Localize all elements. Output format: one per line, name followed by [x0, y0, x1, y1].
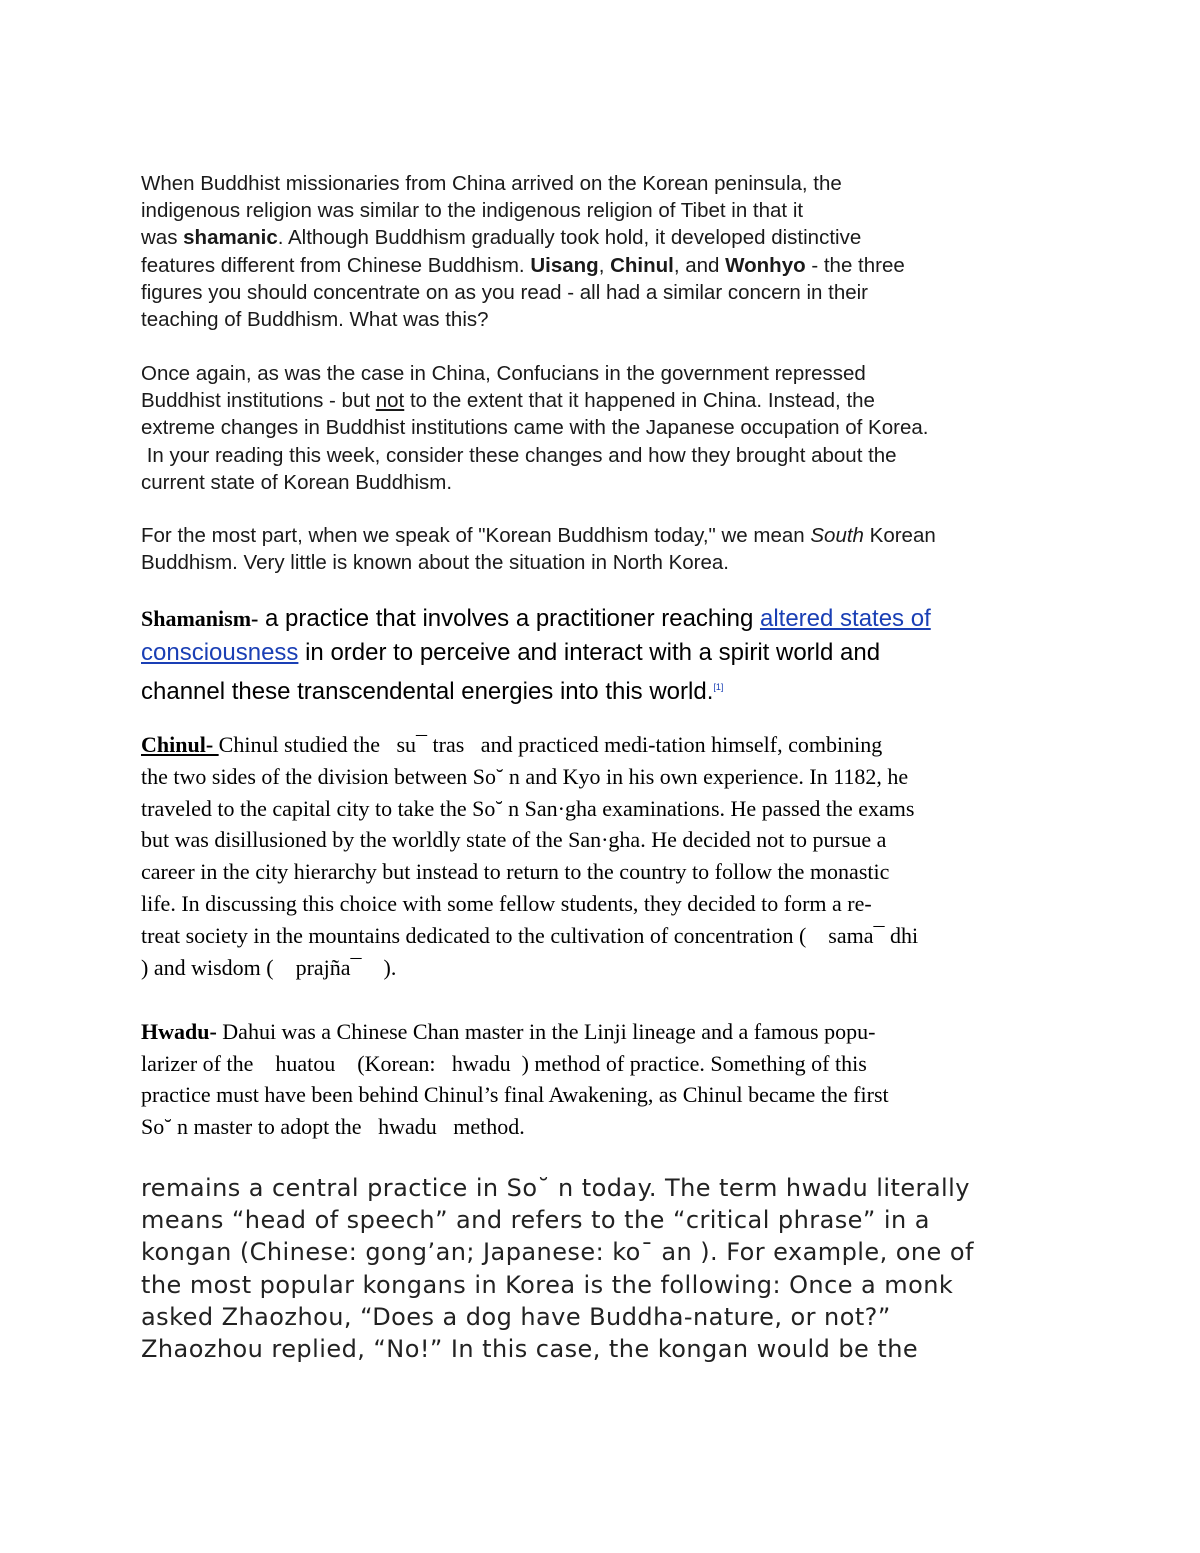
text-line: Buddhism. Very little is known about the situation in North Korea. [141, 551, 729, 575]
text-line: Once again, as was the case in China, Confucians in the government repressed [141, 362, 866, 385]
text-fragment: Buddhist institutions - but [141, 389, 376, 413]
text-fragment: Chinul studied the su¯ tras and practiced medi-tation himself, combining [218, 732, 883, 757]
definition-term: Chinul- [141, 732, 219, 757]
text-fragment: in order to perceive and interact with a spirit world and [298, 639, 881, 666]
text-line: the most popular kongans in Korea is the following: Once a monk [141, 1270, 954, 1299]
text-fragment: , [598, 253, 611, 277]
intro-paragraph [141, 170, 1066, 333]
text-line: Zhaozhou replied, “No!” In this case, the kongan would be the [141, 1335, 919, 1364]
consciousness-link[interactable]: consciousness [141, 639, 299, 666]
text-line: treat society in the mountains dedicated to the cultivation of concentration ( sama¯ dhi [141, 922, 919, 948]
text-line: remains a central practice in So˘ n today. The term hwadu literally [141, 1174, 970, 1202]
chinul-definition [141, 729, 1066, 983]
text-line [141, 636, 1066, 670]
text-fragment: . Although Buddhism gradually took hold, it developed distinctive [277, 226, 862, 250]
text-line: teaching of Buddhism. What was this? [141, 308, 489, 332]
text-line: In your reading this week, consider these changes and how they brought about the [141, 443, 897, 467]
text-fragment: to the extent that it happened in China. Instead, the [404, 389, 875, 413]
text-line: larizer of the huatou (Korean: hwadu ) method of practice. Something of this [141, 1050, 867, 1076]
text-line: extreme changes in Buddhist institutions came with the Japanese occupation of Korea. [141, 416, 929, 440]
text-line: but was disillusioned by the worldly state of the San·gha. He decided not to pursue a [141, 827, 887, 853]
text-line [141, 729, 1066, 761]
text-line [141, 224, 1066, 251]
text-line: asked Zhaozhou, “Does a dog have Buddha-nature, or not?” [141, 1302, 891, 1331]
altered-states-link[interactable]: altered states of [759, 605, 931, 632]
name-wonhyo: Wonhyo [725, 253, 806, 277]
text-line: ) and wisdom ( prajña¯ ). [141, 954, 397, 980]
name-chinul: Chinul [610, 253, 674, 277]
underlined-not: not [375, 389, 405, 413]
footnote-link[interactable]: [1] [713, 682, 724, 692]
south-korea-paragraph [141, 522, 1066, 576]
text-line [141, 252, 1066, 279]
text-line [141, 387, 1066, 414]
text-fragment: Dahui was a Chinese Chan master in the Linji lineage and a famous popu- [216, 1019, 876, 1044]
shamanism-definition [141, 602, 1066, 709]
text-line [141, 1016, 1066, 1048]
text-fragment: was [141, 226, 184, 250]
text-line: current state of Korean Buddhism. [141, 470, 453, 494]
remains-paragraph [141, 1172, 1066, 1365]
text-line [141, 670, 1066, 709]
text-line [141, 522, 1066, 549]
text-line: When Buddhist missionaries from China arrived on the Korean peninsula, the [141, 172, 842, 195]
confucian-paragraph [141, 360, 1066, 496]
definition-term: Hwadu- [141, 1019, 217, 1044]
text-line: indigenous religion was similar to the indigenous religion of Tibet in that it [141, 199, 804, 223]
name-uisang: Uisang [530, 253, 599, 277]
definition-term: Shamanism- [141, 606, 259, 631]
text-fragment: - the three [805, 253, 905, 277]
text-line: So˘ n master to adopt the hwadu method. [141, 1113, 525, 1139]
text-fragment: features different from Chinese Buddhism. [141, 253, 531, 277]
text-line: the two sides of the division between So˘ n and Kyo in his own experience. In 1182, he [141, 763, 909, 789]
text-fragment: channel these transcendental energies into this world. [141, 678, 714, 705]
italic-south: South [810, 524, 864, 547]
text-fragment: Korean [863, 524, 936, 547]
text-line: means “head of speech” and refers to the “critical phrase” in a [141, 1206, 930, 1235]
text-fragment: a practice that involves a practitioner reaching [258, 605, 760, 632]
text-line [141, 602, 1066, 636]
hwadu-definition [141, 1016, 1066, 1142]
text-line: career in the city hierarchy but instead to return to the country to follow the monastic [141, 859, 890, 885]
text-line: traveled to the capital city to take the So˘ n San·gha examinations. He passed the exams [141, 795, 915, 821]
text-fragment: , and [673, 253, 726, 277]
text-line: life. In discussing this choice with some fellow students, they decided to form a re- [141, 890, 872, 916]
text-line: kongan (Chinese: gong’an; Japanese: ko¯ an ). For example, one of [141, 1238, 974, 1267]
text-fragment: For the most part, when we speak of "Korean Buddhism today," we mean [141, 524, 811, 547]
text-line: figures you should concentrate on as you read - all had a similar concern in their [141, 280, 869, 304]
text-line: practice must have been behind Chinul’s final Awakening, as Chinul became the first [141, 1082, 889, 1107]
term-shamanic: shamanic [183, 226, 278, 250]
